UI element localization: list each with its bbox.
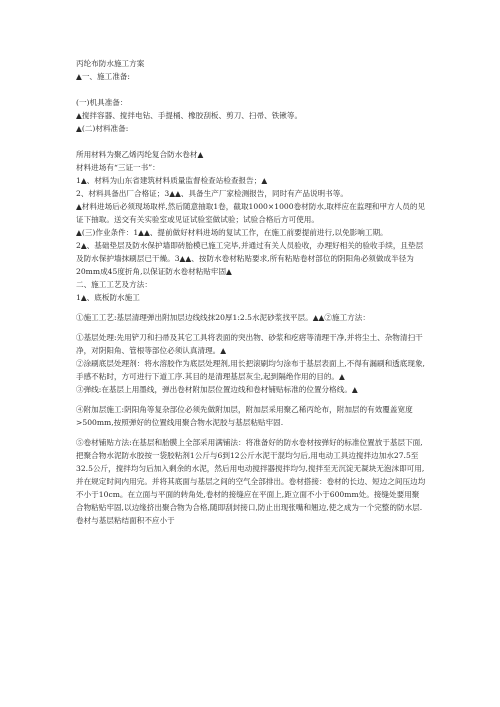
materials-line-3: 1▲、材料为山东省建筑材料质量监督检查站检查报告；▲ bbox=[76, 176, 268, 185]
step-process-paragraph: ①施工工艺:基层清理弹出附加层边线线抹20厚1:2.5水泥砂浆找平层。▲▲②施工方法： bbox=[76, 313, 370, 322]
materials-line-4: 2、材料具备出厂合格证；3▲▲、具备生产厂家检测报告，同时有产品说明书等。 bbox=[76, 189, 348, 198]
document-title: 丙纶布防水施工方案 bbox=[76, 59, 145, 68]
tools-text: ▲搅拌容器、搅拌电钻、手提桶、橡胶刮板、剪刀、扫帚、铁锹等。 bbox=[76, 111, 303, 120]
step-additional-layer-paragraph: ④附加层施工:阴阳角等复杂部位必须先做附加层，附加层采用聚乙稀丙纶布，附加层的有效覆盖宽度>500mm,按照弹好的位置线用聚合物水泥胶与基层粘贴牢固. bbox=[76, 405, 413, 427]
materials-sampling-paragraph: ▲材料进场后必须现场取样,然后随意抽取1卷，截取1000×1000卷材防水,取样应在监理和甲方人员的见证下抽取。送交有关实验室或见证试验室做试验；试验合格后方可使用。 bbox=[76, 202, 426, 224]
document-body bbox=[76, 57, 426, 527]
step-primer-paragraph: ②涂刷底层处理剂：将水溶胶作为底层处理剂,用长把滚刷均匀涂布于基层表面上,不得有漏刷和透底现象,手感不粘时，方可进行下道工序.其目的是清理基层灰尘,起到隔绝作用的目的。▲ bbox=[76, 359, 425, 381]
step-base-treatment-paragraph: ①基层处理:先用铲刀和扫帚及其它工具将表面的突出物、砂浆和疙瘩等清理干净,并将尘土、杂物清扫干净，对阴阳角、管根等部位必须认真清理。▲ bbox=[76, 333, 423, 355]
materials-line-1: 所用材料为聚乙烯丙纶复合防水卷材▲ bbox=[76, 150, 204, 159]
materials-line-2: 材料进场有“三证一书”： bbox=[76, 163, 160, 172]
section-2-subheading: 1▲、底板防水施工 bbox=[76, 293, 140, 302]
operating-conditions-paragraph: ▲(三)作业条件：1▲▲、提前做好材料进场的复试工作，在施工前要提前进行,以免影响工期。 bbox=[76, 228, 388, 237]
step-marking-paragraph: ③弹线:在基层上用墨线，弹出卷材附加层位置边线和卷材铺贴标准的位置分格线。▲ bbox=[76, 385, 358, 394]
materials-heading: ▲(二)材料准备: bbox=[76, 124, 129, 133]
conditions-paragraph-2: 2▲、基础垫层及防水保护墙即砖胎模已施工完毕,并通过有关人员验收，办理好相关的验收手续，且垫层及防水保护墙抹刷层已干燥。3▲▲、按防水卷材粘贴要求,所有粘贴卷材部位的阴阳角必须做成半径为20mm成45度折角,以保证防水卷材粘贴牢固▲ bbox=[76, 241, 424, 276]
step-membrane-laying-paragraph: ⑤卷材铺贴方法:在基层和胎膜上全部采用满铺法：将准备好的防水卷材按弹好的标准位置放于基层下面,把聚合物水泥防水胶按一袋胶粘剂1公斤与6到12公斤水泥干混均匀后,用电动工具边搅拌边加水27.5至32.5公斤，搅拌均匀后加入剩余的水泥，然后用电动搅拌器搅拌均匀,搅拌至无沉淀无凝块无泡沫即可用,并在规定时间内用完。并将其底面与基层之间的空气全部排出。卷材搭接：卷材的长边、短边之间压边均不小于10cm。在立面与平面的转角处,卷材的接缝应在平面上,距立面不小于600mm处。接缝处要用聚合物粘贴牢固,以边缘挤出聚合物为合格,随即刮封接口,防止出现张嘴和翘边,使之成为一个完整的防水层.卷材与基层粘结面积不应小于 bbox=[76, 438, 426, 525]
tools-heading: (一)机具准备： bbox=[76, 98, 128, 107]
section-2-heading: 二、施工工艺及方法： bbox=[76, 280, 152, 289]
section-1-heading: ▲一、施工准备: bbox=[76, 72, 130, 81]
